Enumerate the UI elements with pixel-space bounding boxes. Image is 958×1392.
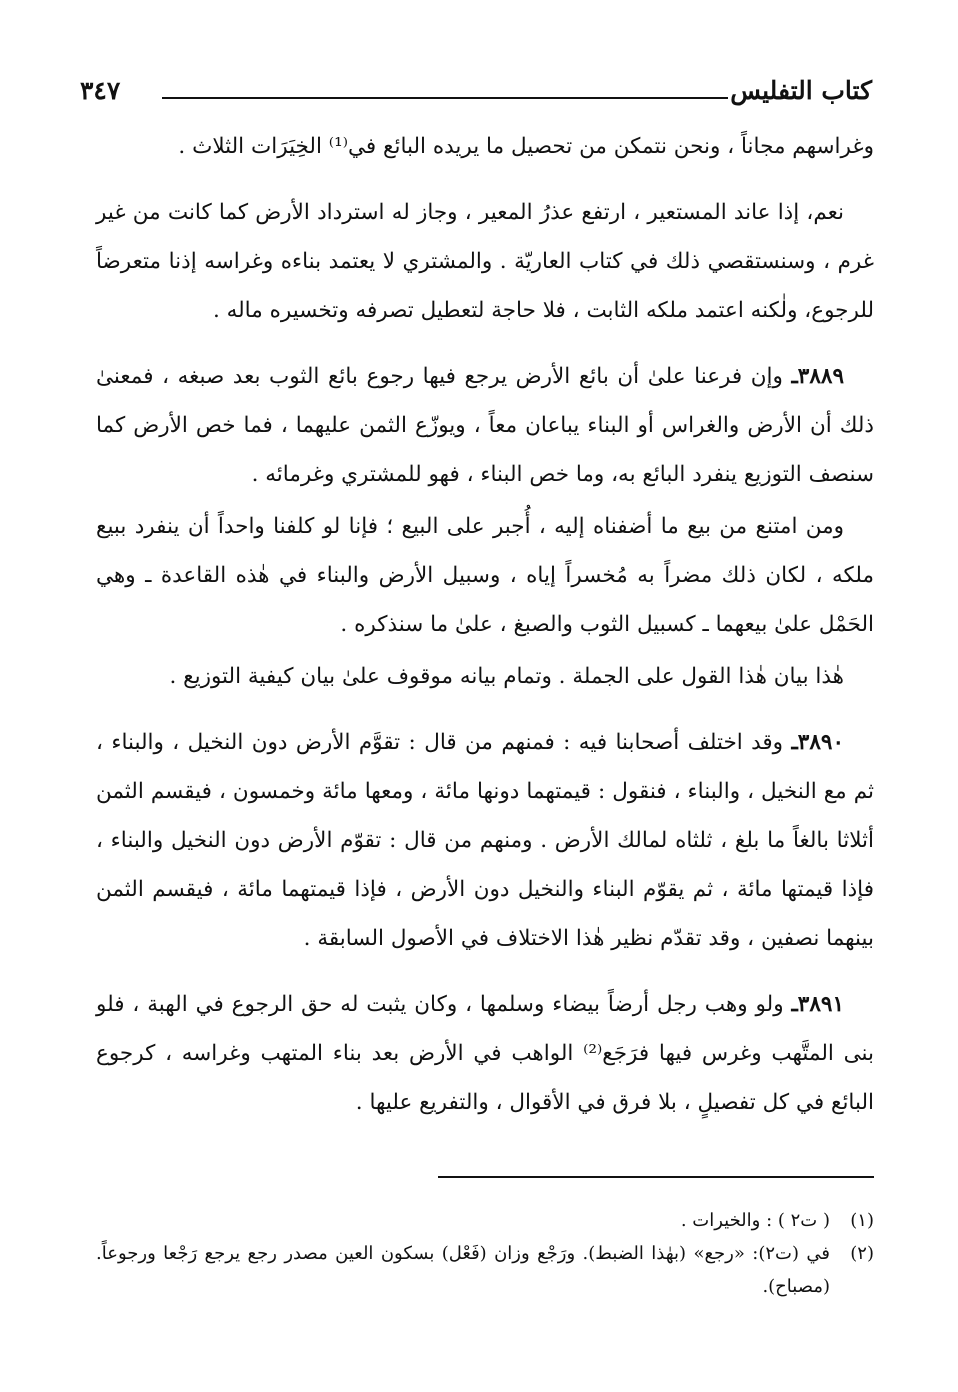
paragraph-1: وغراسهم مجاناً ، ونحن نتمكن من تحصيل ما يريده البائع في⁽¹⁾ الخِيَرَات الثلاث . — [178, 134, 874, 159]
main-text — [96, 122, 874, 1127]
footnote-separator — [438, 1176, 874, 1178]
paragraph-number: ٣٨٨٩ـ — [791, 364, 844, 389]
footnote-number: (٢) — [850, 1243, 874, 1264]
footnote-number: (١) — [850, 1210, 874, 1231]
paragraph-3891-text: ولو وهب رجل أرضاً بيضاء وسلمها ، وكان يثبت له حق الرجوع في الهبة ، فلو بنى المتَّهب وغرس فيها فرَجَع⁽²⁾ الواهب في الأرض بعد بناء المتهب وغراسه ، كرجوع البائع في كل تفصيلٍ ، بلا فرق في الأقوال ، والتفريع عليها . — [96, 992, 875, 1115]
footnote-text: في (ت٢): «رجع» (بهٰذا الضبط). ورَجْع وزان (فَعْل) بسكون العين مصدر رجع يرجع رَجْعا ورجوعاً. (مصباح). — [96, 1243, 831, 1297]
book-title: كتاب التفليس — [730, 76, 872, 105]
footnote-text: ( ت٢ ) : والخيرات . — [680, 1210, 830, 1231]
paragraph-3889 — [96, 352, 874, 499]
paragraph-3890-text: وقد اختلف أصحابنا فيه : فمنهم من قال : تقوَّم الأرض دون النخيل ، والبناء ، ثم مع النخيل ، والبناء ، فنقول : قيمتهما دونها مائة ، ومعها مائة وخمسون ، فيقسم الثمن أثلاثا بالغاً ما بلغ ، ثلثاه لمالك الأرض . ومنهم من قال : تقوّم الأرض دون النخيل والبناء ، فإذا قيمتها مائة ، ثم يقوّم البناء والنخيل دون الأرض ، فإذا قيمتهما مائة ، فيقسم الثمن بينهما نصفين ، وقد تقدّم نظير هٰذا الاختلاف في الأصول السابقة . — [96, 730, 875, 951]
footnotes — [96, 1204, 874, 1303]
header-rule — [162, 97, 728, 99]
paragraph-4-text: ومن امتنع من بيع ما أضفناه إليه ، أُجبر على البيع ؛ فإنا لو كلفنا واحداً أن ينفرد ببيع ملكه ، لكان ذلك مضراً به مُخسراً إياه ، وسبيل الأرض والبناء في هٰذه القاعدة ـ وهي الحَمْل علىٰ بيعهما ـ كسبيل الثوب والصبغ ، علىٰ ما سنذكره . — [96, 514, 874, 637]
footnote-2 — [96, 1237, 874, 1303]
paragraph-3889-text: وإن فرعنا علىٰ أن بائع الأرض يرجع فيها رجوع بائع الثوب بعد صبغه ، فمعنىٰ ذلك أن الأرض والغراس أو البناء يباعان معاً ، ويوزّع الثمن عليهما ، فما خص الأرض كما سنصف التوزيع ينفرد البائع به، وما خص البناء ، فهو للمشتري وغرمائه . — [96, 364, 874, 487]
paragraph-3891 — [96, 980, 874, 1127]
page-number: ٣٤٧ — [80, 76, 121, 105]
paragraph-4 — [96, 502, 874, 649]
paragraph-5 — [96, 652, 874, 701]
footnote-1 — [96, 1204, 874, 1237]
paragraph-number: ٣٨٩١ـ — [791, 992, 844, 1017]
paragraph-2 — [96, 188, 874, 335]
paragraph-number: ٣٨٩٠ـ — [791, 730, 844, 755]
paragraph-2-text: نعم، إذا عاند المستعير ، ارتفع عذرُ المعير ، وجاز له استرداد الأرض كما كانت من غير غرم ، وسنستقصي ذلك في كتاب العاريّة . والمشتري لا يعتمد بناءه وغراسه إذنا متعرضاً للرجوع، ولٰكنه اعتمد ملكه الثابت ، فلا حاجة لتعطيل تصرفه وتخسيره ماله . — [96, 200, 874, 323]
running-header — [80, 76, 872, 118]
paragraph-5-text: هٰذا بيان هٰذا القول على الجملة . وتمام بيانه موقوف علىٰ بيان كيفية التوزيع . — [169, 664, 844, 689]
paragraph-3890 — [96, 718, 874, 963]
